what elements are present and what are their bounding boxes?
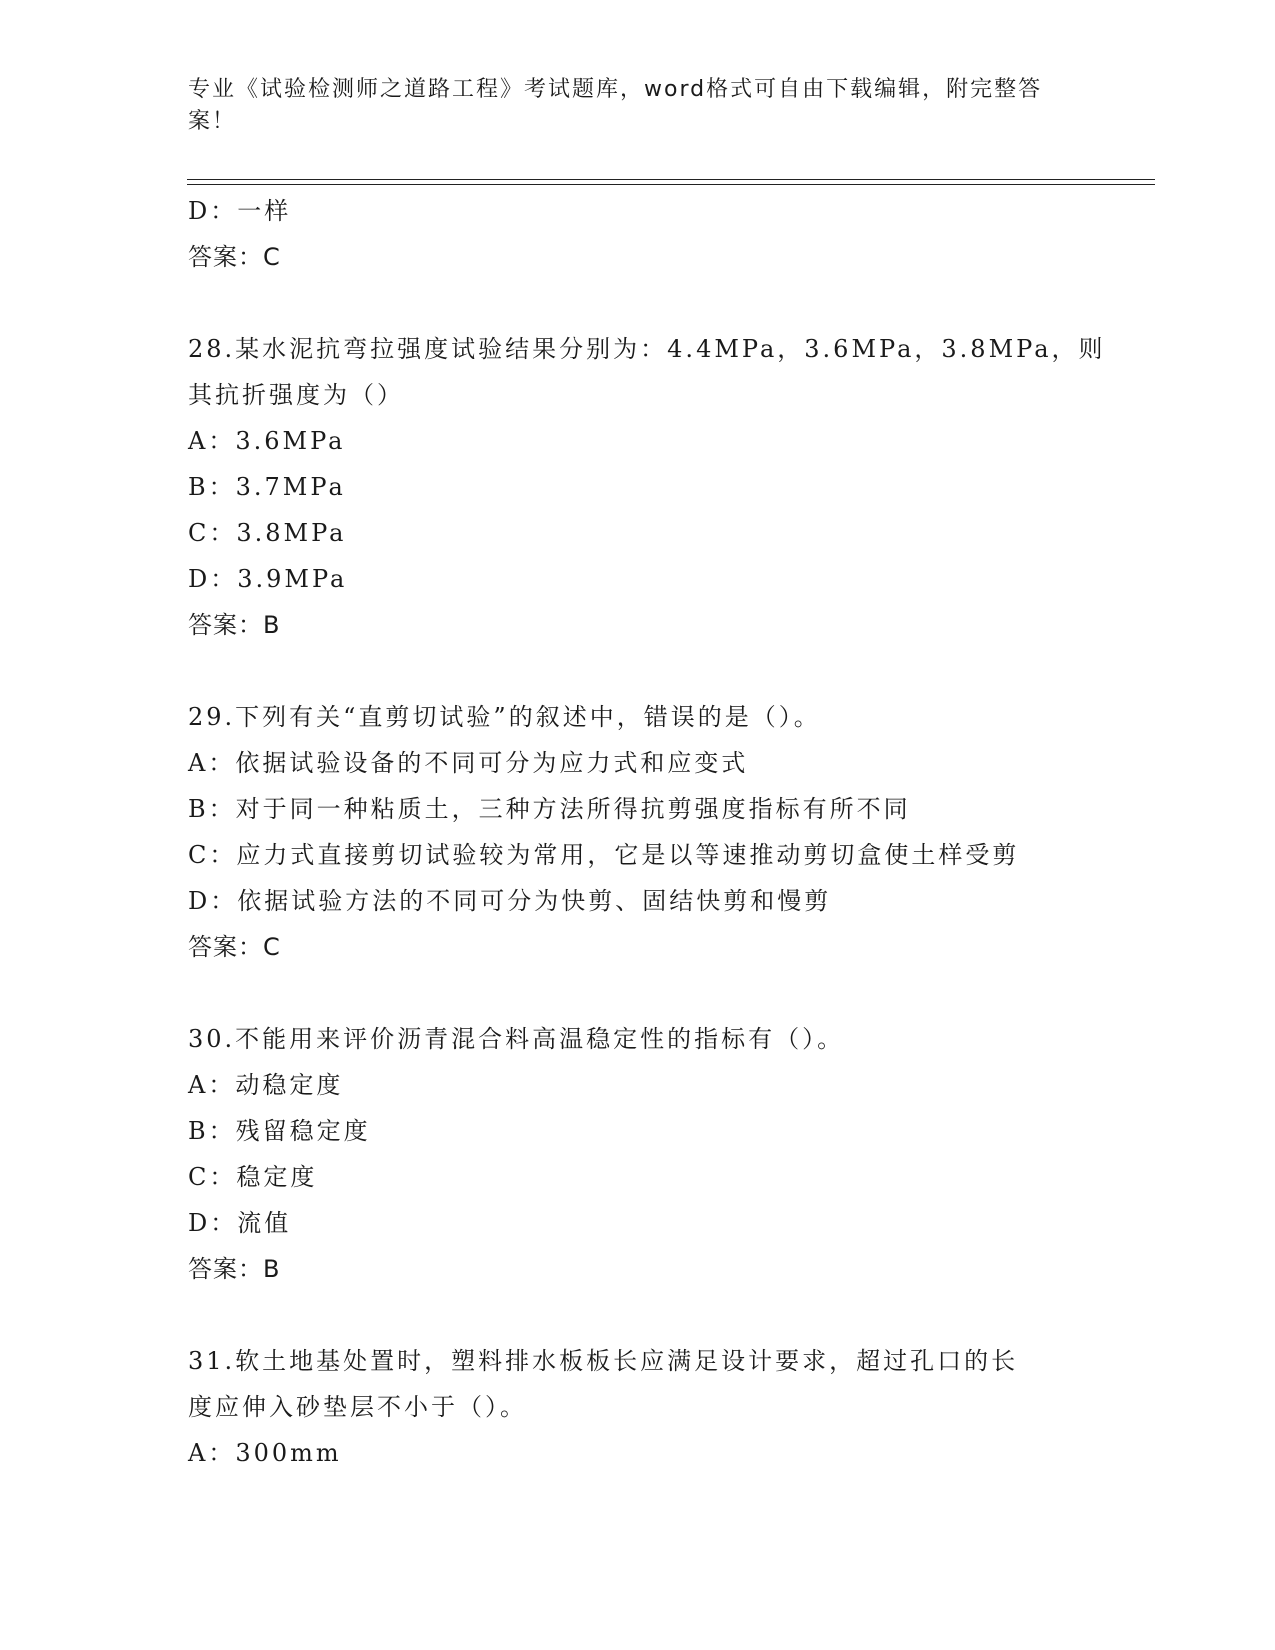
option-d: D：3.9MPa [188,565,348,593]
prev-answer: 答案：C [188,243,281,271]
question-stem: 28.某水泥抗弯拉强度试验结果分别为：4.4MPa，3.6MPa，3.8MPa，则 [188,335,1106,363]
spacer [188,1292,1088,1338]
question-28 [188,326,1106,648]
answer: 答案：B [188,611,281,639]
prev-option-d: D：一样 [188,197,292,225]
spacer [188,648,1088,694]
option-b: B：对于同一种粘质土，三种方法所得抗剪强度指标有所不同 [188,795,911,823]
question-stem: 30.不能用来评价沥青混合料高温稳定性的指标有（）。 [188,1025,845,1053]
header-line-2: 案！ [188,109,237,134]
option-c: C：3.8MPa [188,519,347,547]
question-stem: 29.下列有关“直剪切试验”的叙述中，错误的是（）。 [188,703,821,731]
option-d: D：流值 [188,1209,292,1237]
option-b: B：3.7MPa [188,473,346,501]
header-rule-top [187,179,1155,180]
answer: 答案：B [188,1255,281,1283]
answer: 答案：C [188,933,281,961]
option-a: A：300mm [188,1439,342,1467]
question-list [188,188,1106,1476]
question-stem-cont: 其抗折强度为（） [188,381,404,409]
option-b: B：残留稳定度 [188,1117,371,1145]
option-c: C：应力式直接剪切试验较为常用，它是以等速推动剪切盒使土样受剪 [188,841,1020,869]
question-stem: 31.软土地基处置时，塑料排水板板长应满足设计要求，超过孔口的长 [188,1347,1019,1375]
option-a: A：3.6MPa [188,427,346,455]
question-30 [188,1016,1088,1292]
option-a: A：依据试验设备的不同可分为应力式和应变式 [188,749,749,777]
header-line-1: 专业《试验检测师之道路工程》考试题库，word格式可自由下载编辑，附完整答 [188,77,1043,102]
option-a: A：动稳定度 [188,1071,344,1099]
page-header [188,74,1068,138]
option-d: D：依据试验方法的不同可分为快剪、固结快剪和慢剪 [188,887,832,915]
option-c: C：稳定度 [188,1163,318,1191]
spacer [188,280,1088,326]
spacer [188,970,1088,1016]
question-31 [188,1338,1088,1476]
question-stem-cont: 度应伸入砂垫层不小于（）。 [188,1393,527,1421]
header-rule-bottom [187,184,1155,185]
question-29 [188,694,1088,970]
